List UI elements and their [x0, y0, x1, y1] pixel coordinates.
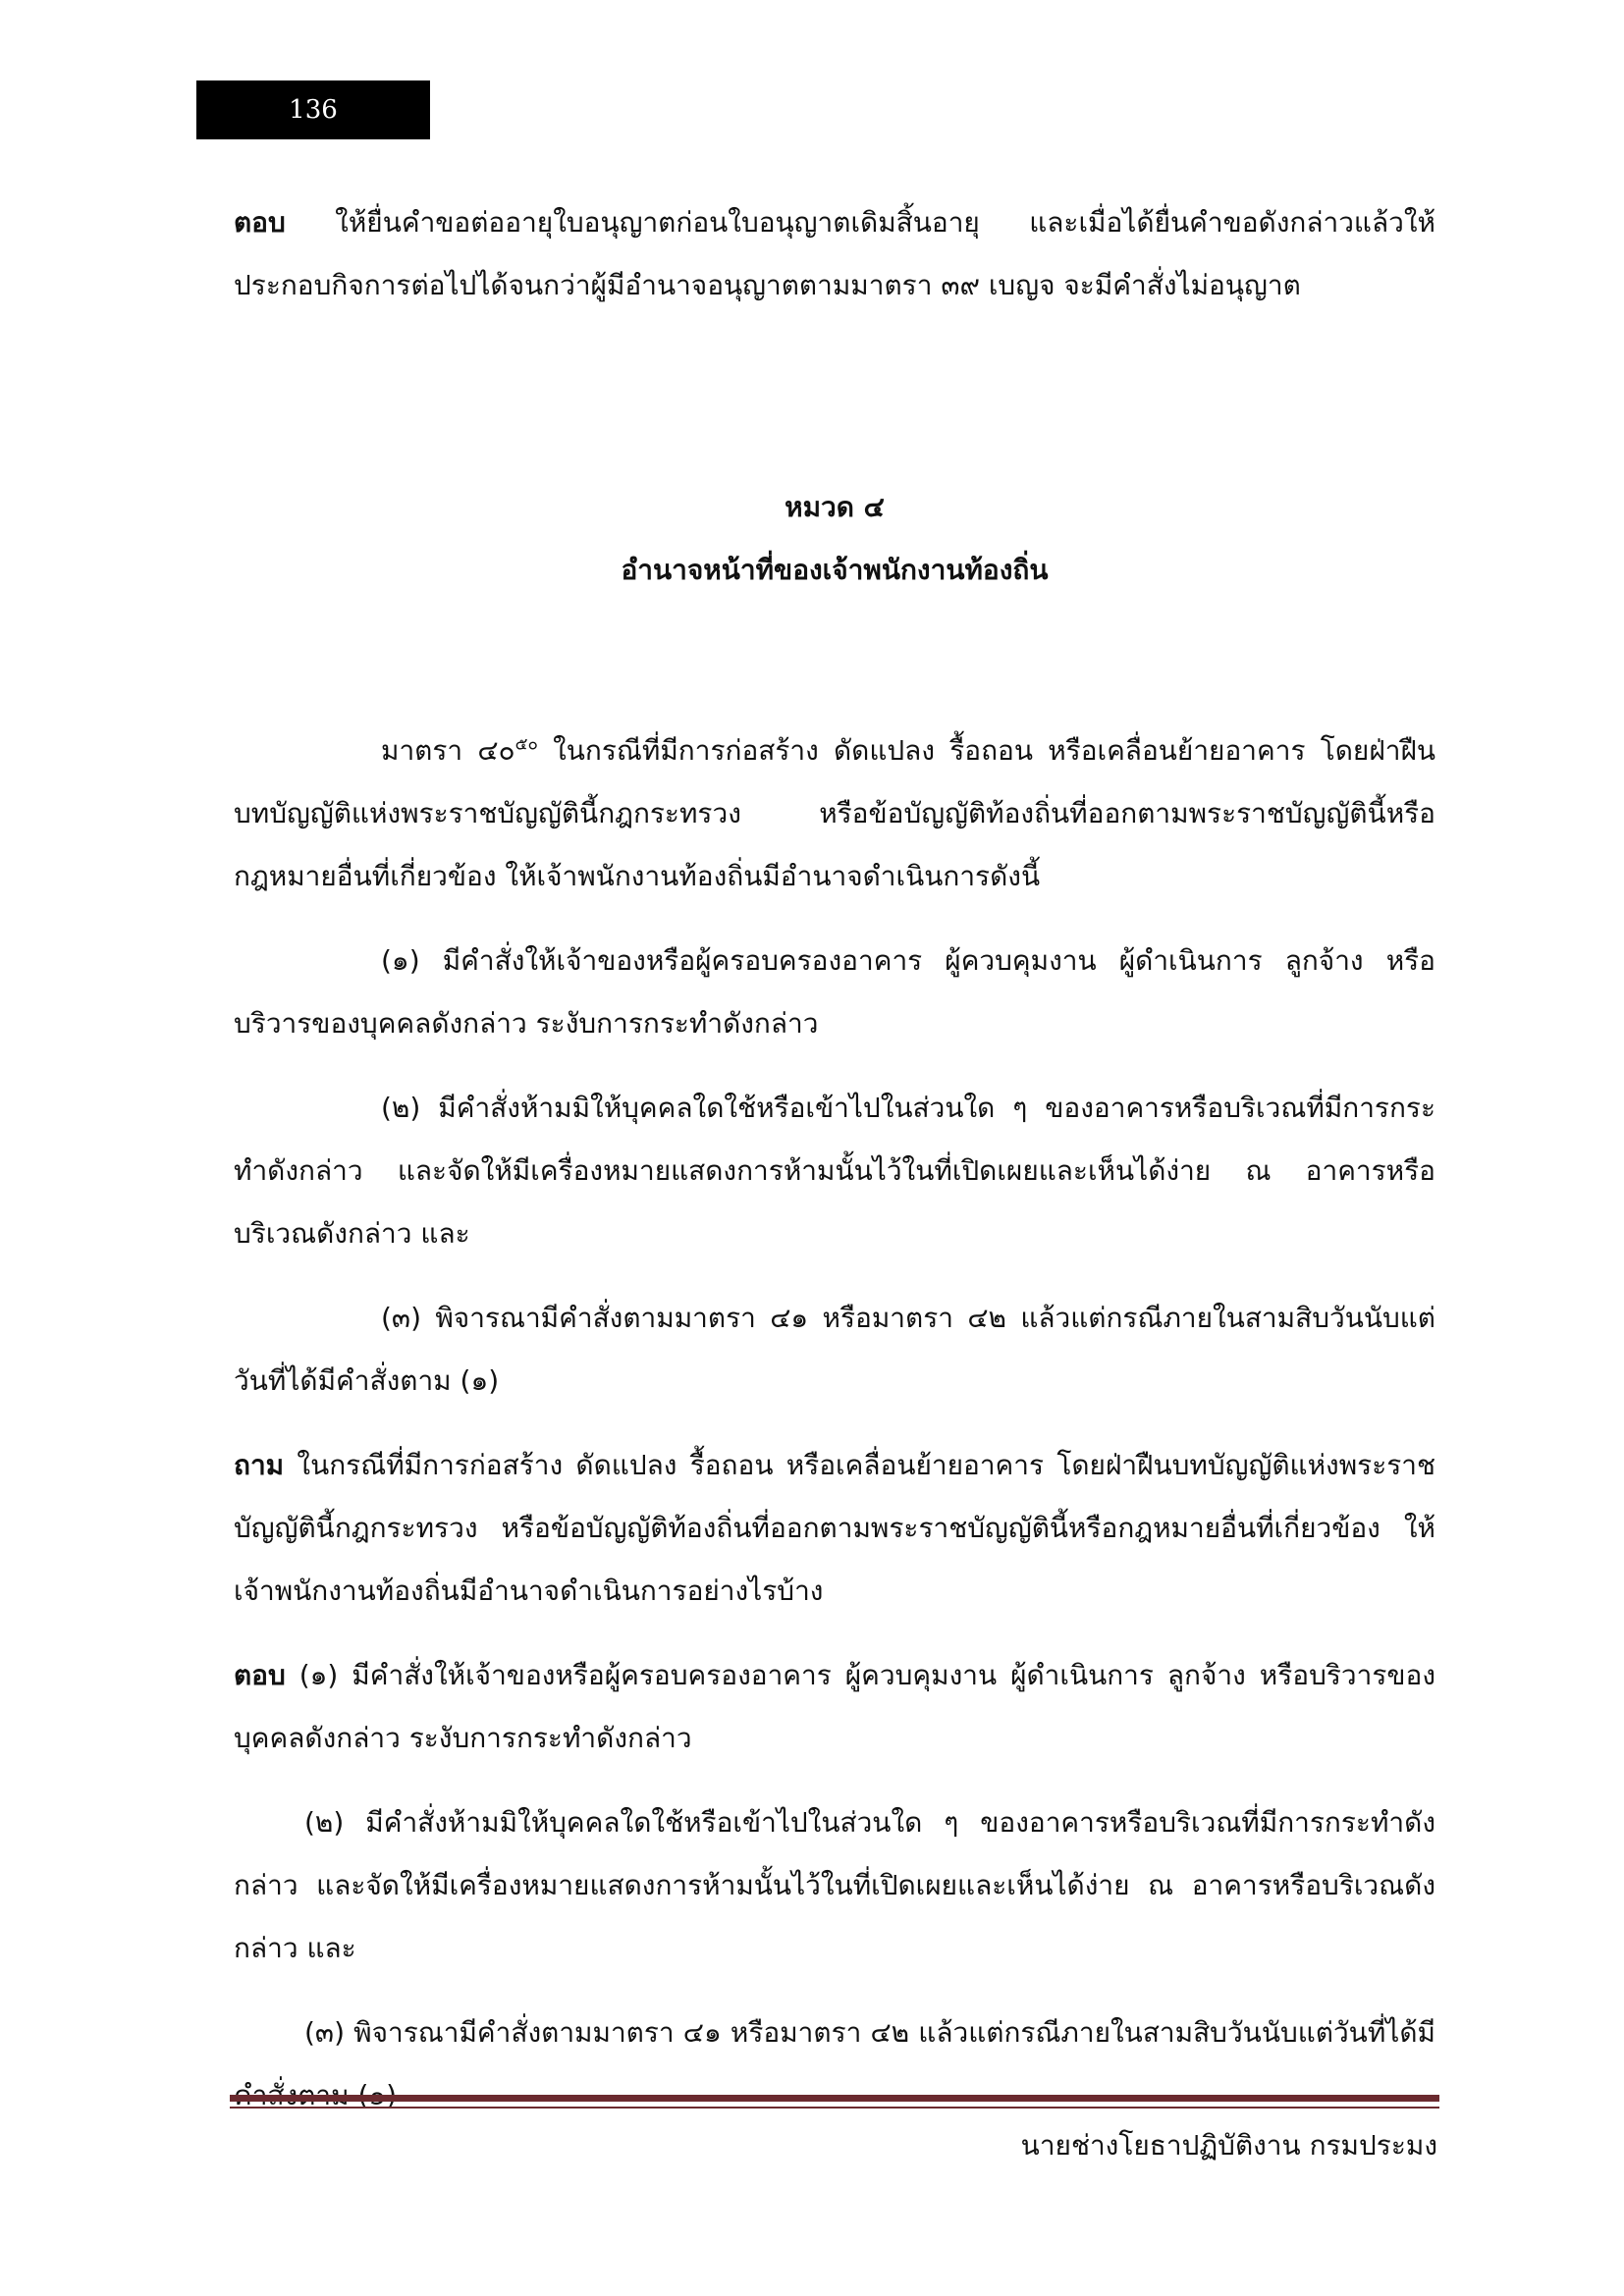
question-paragraph [234, 1434, 1435, 1623]
answer-label: ตอบ [234, 206, 286, 239]
document-body [234, 191, 1435, 2149]
section-40-paragraph [234, 720, 1435, 908]
section-40-lead: มาตรา ๔๐ [381, 734, 515, 767]
footnote-marker: ๕๐ [514, 734, 538, 755]
spacer [234, 602, 1435, 720]
footer-rule-thin [230, 2107, 1439, 2109]
page-number: 136 [196, 80, 430, 139]
intro-answer-text: ให้ยื่นคำขอต่ออายุใบอนุญาตก่อนใบอนุญาตเดิมสิ้นอายุ และเมื่อได้ยื่นคำขอดังกล่าวแล้วให้ประกอบกิจการต่อไปได้จนกว่าผู้มีอำนาจอนุญาตตามมาตรา ๓๙ เบญจ จะมีคำสั่งไม่อนุญาต [234, 206, 1435, 301]
answer-item-1: (๑) มีคำสั่งให้เจ้าของหรือผู้ครอบครองอาคาร ผู้ควบคุมงาน ผู้ดำเนินการ ลูกจ้าง หรือบริวารของบุคคลดังกล่าว ระงับการกระทำดังกล่าว [234, 1659, 1435, 1754]
spacer [234, 339, 1435, 476]
section-40-item-1: (๑) มีคำสั่งให้เจ้าของหรือผู้ครอบครองอาคาร ผู้ควบคุมงาน ผู้ดำเนินการ ลูกจ้าง หรือบริวารของบุคคลดังกล่าว ระงับการกระทำดังกล่าว [234, 944, 1435, 1040]
chapter-number: หมวด ๔ [785, 491, 885, 523]
footer-text: นายช่างโยธาปฏิบัติงาน กรมประมง [1020, 2129, 1437, 2162]
footer-rule-thick [230, 2095, 1439, 2102]
section-40-item-3: (๓) พิจารณามีคำสั่งตามมาตรา ๔๑ หรือมาตรา ๔๒ แล้วแต่กรณีภายในสามสิบวันนับแต่วันที่ได้มีคำสั่งตาม (๑) [234, 1302, 1435, 1397]
answer-item-2: (๒) มีคำสั่งห้ามมิให้บุคคลใดใช้หรือเข้าไปในส่วนใด ๆ ของอาคารหรือบริเวณที่มีการกระทำดังกล่าว และจัดให้มีเครื่องหมายแสดงการห้ามนั้นไว้ในที่เปิดเผยและเห็นได้ง่าย ณ อาคารหรือบริเวณดังกล่าว และ [234, 1806, 1435, 1964]
answer-item-3: (๓) พิจารณามีคำสั่งตามมาตรา ๔๑ หรือมาตรา ๔๒ แล้วแต่กรณีภายในสามสิบวันนับแต่วันที่ได้มี [304, 2016, 1435, 2049]
answer-paragraph [234, 1644, 1435, 1770]
chapter-title: อำนาจหน้าที่ของเจ้าพนักงานท้องถิ่น [621, 554, 1049, 586]
section-40-item-2: (๒) มีคำสั่งห้ามมิให้บุคคลใดใช้หรือเข้าไปในส่วนใด ๆ ของอาคารหรือบริเวณที่มีการกระทำดังกล่าว และจัดให้มีเครื่องหมายแสดงการห้ามนั้นไว้ในที่เปิดเผยและเห็นได้ง่าย ณ อาคารหรือบริเวณดังกล่าว และ [234, 1092, 1435, 1250]
answer-label: ตอบ [234, 1659, 286, 1691]
question-label: ถาม [234, 1449, 285, 1481]
intro-answer-paragraph [234, 191, 1435, 317]
section-40-text: ในกรณีที่มีการก่อสร้าง ดัดแปลง รื้อถอน หรือเคลื่อนย้ายอาคาร โดยฝ่าฝืนบทบัญญัติแห่งพระราชบัญญัตินี้กฎกระทรวง หรือข้อบัญญัติท้องถิ่นที่ออกตามพระราชบัญญัตินี้หรือกฎหมายอื่นที่เกี่ยวข้อง ให้เจ้าพนักงานท้องถิ่นมีอำนาจดำเนินการดังนี้ [234, 734, 1435, 892]
question-text: ในกรณีที่มีการก่อสร้าง ดัดแปลง รื้อถอน หรือเคลื่อนย้ายอาคาร โดยฝ่าฝืนบทบัญญัติแห่งพระราชบัญญัตินี้กฎกระทรวง หรือข้อบัญญัติท้องถิ่นที่ออกตามพระราชบัญญัตินี้หรือกฎหมายอื่นที่เกี่ยวข้อง ให้เจ้าพนักงานท้องถิ่นมีอำนาจดำเนินการอย่างไรบ้าง [234, 1449, 1435, 1607]
